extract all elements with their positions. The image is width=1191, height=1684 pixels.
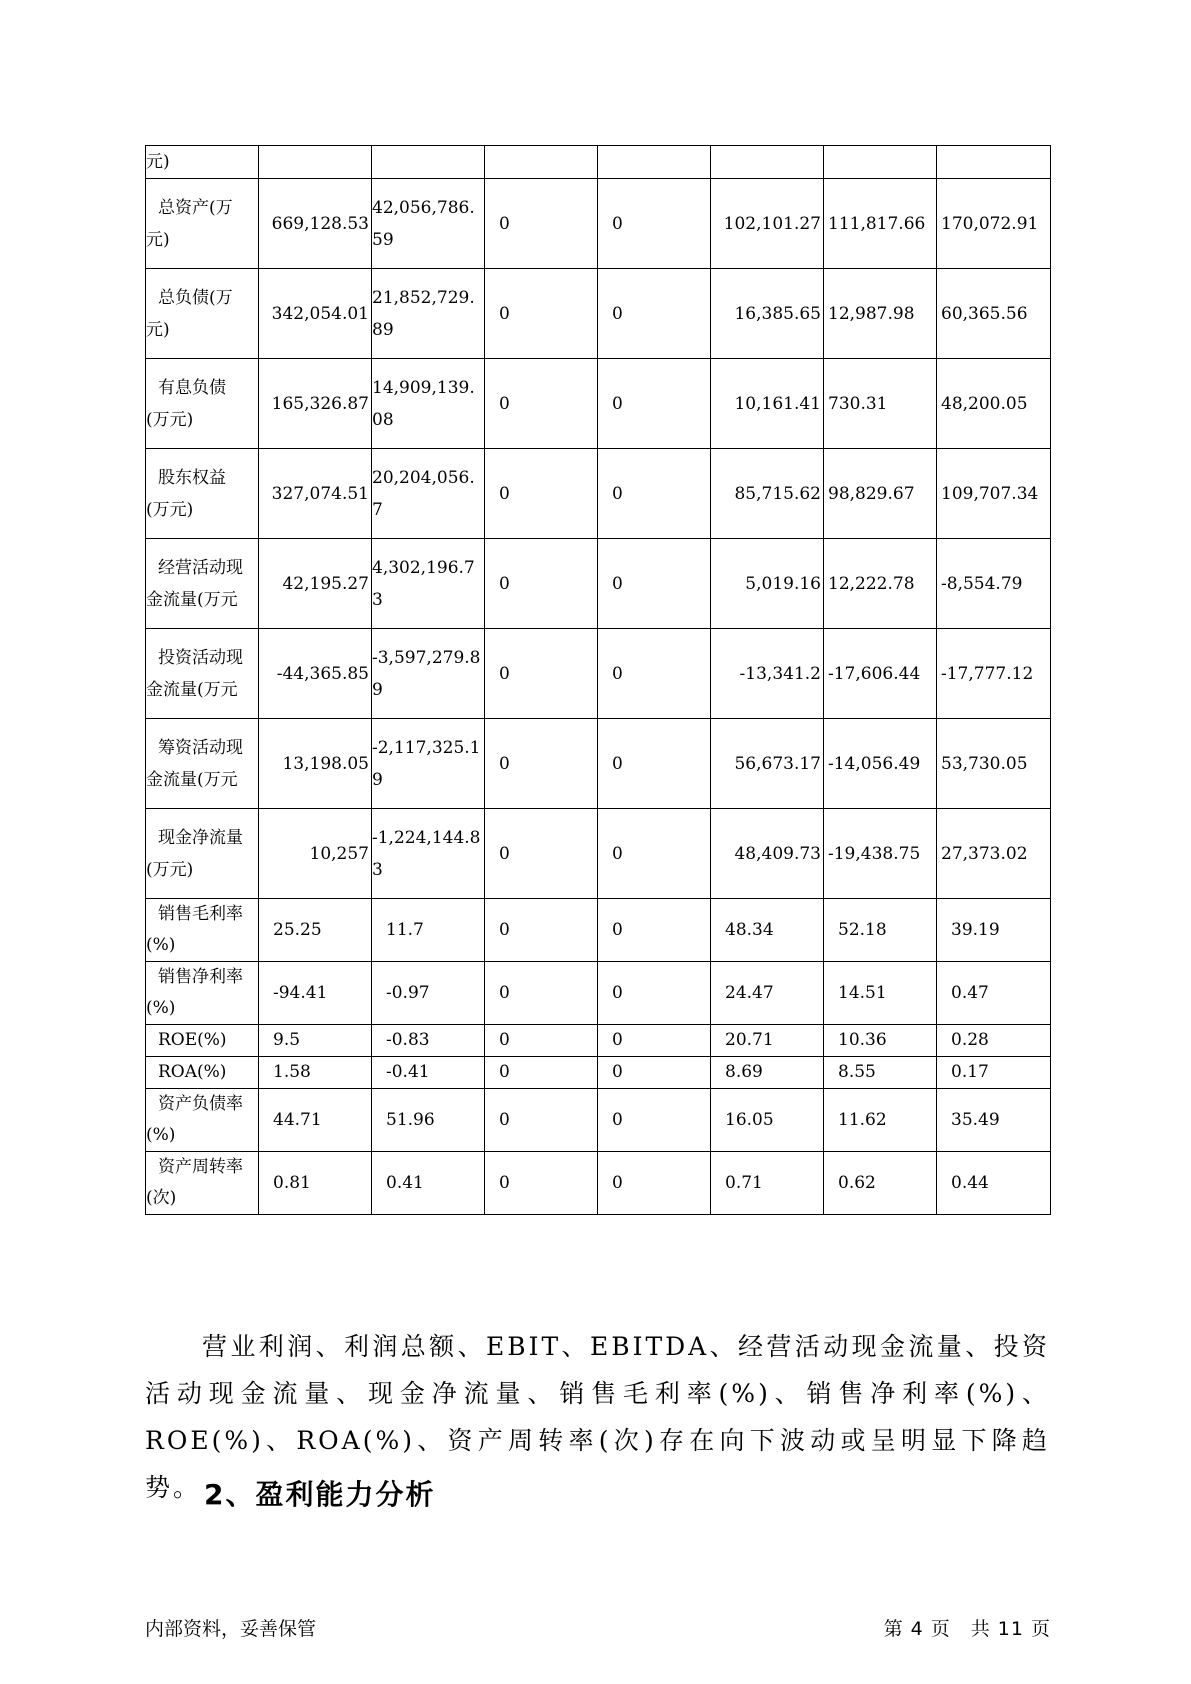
row-label-line: (万元) — [146, 499, 194, 520]
table-cell: 0 — [598, 962, 711, 1025]
row-label-line: 筹资活动现 — [158, 737, 243, 758]
table-cell: 0.28 — [937, 1025, 1051, 1057]
row-label — [146, 1089, 259, 1152]
table-cell: 342,054.01 — [259, 269, 372, 359]
table-cell: 98,829.67 — [824, 449, 937, 539]
row-label-line: (%) — [146, 935, 176, 955]
row-label-line: 总负债(万 — [158, 287, 233, 308]
table-cell: 0 — [598, 539, 711, 629]
table-cell: 0 — [598, 1089, 711, 1152]
financial-table — [145, 145, 1051, 1215]
footer-page-number: 第 4 页 共 11 页 — [883, 1618, 1051, 1640]
summary-paragraph: 营业利润、利润总额、EBIT、EBITDA、经营活动现金流量、投资活动现金流量、现金净流量、销售毛利率(%)、销售净利率(%)、ROE(%)、ROA(%)、资产周转率(次)存在向下波动或呈明显下降趋势。 — [145, 1332, 1050, 1502]
table-cell — [259, 146, 372, 179]
row-label — [146, 719, 259, 809]
table-cell: 60,365.56 — [937, 269, 1051, 359]
row-label-line: 金流量(万元 — [146, 589, 238, 610]
table-row — [146, 719, 1051, 809]
table-cell: 12,987.98 — [824, 269, 937, 359]
table-cell: 0 — [598, 359, 711, 449]
row-label — [146, 1057, 259, 1089]
row-label-line: (次) — [146, 1188, 177, 1208]
table-cell: 0.81 — [259, 1152, 372, 1215]
table-cell: 170,072.91 — [937, 179, 1051, 269]
table-row — [146, 629, 1051, 719]
table-cell: 0.17 — [937, 1057, 1051, 1089]
table-cell: 48,409.73 — [711, 809, 824, 899]
table-row — [146, 359, 1051, 449]
row-label-line: 经营活动现 — [158, 557, 243, 578]
table-cell: 0 — [598, 1057, 711, 1089]
table-cell: -19,438.75 — [824, 809, 937, 899]
row-label-line: 现金净流量 — [158, 827, 243, 848]
footer-confidential-note: 内部资料，妥善保管 — [145, 1618, 317, 1640]
table-cell: 0 — [485, 962, 598, 1025]
table-cell: 56,673.17 — [711, 719, 824, 809]
table-cell — [824, 146, 937, 179]
table-cell: 165,326.87 — [259, 359, 372, 449]
table-cell: 0.41 — [372, 1152, 485, 1215]
table-cell: -3,597,279.89 — [372, 629, 485, 719]
table-cell: 0 — [598, 269, 711, 359]
table-cell: -1,224,144.83 — [372, 809, 485, 899]
table-cell: -44,365.85 — [259, 629, 372, 719]
table-cell: 669,128.53 — [259, 179, 372, 269]
table-cell: 0 — [485, 899, 598, 962]
table-cell: 42,056,786.59 — [372, 179, 485, 269]
row-label — [146, 269, 259, 359]
table-cell: 8.69 — [711, 1057, 824, 1089]
row-label-line: (万元) — [146, 859, 194, 880]
table-row — [146, 449, 1051, 539]
table-cell: 0 — [485, 449, 598, 539]
row-label-text: 元) — [146, 152, 170, 172]
table-cell: 14,909,139.08 — [372, 359, 485, 449]
table-cell: 27,373.02 — [937, 809, 1051, 899]
table-cell: -17,606.44 — [824, 629, 937, 719]
table-cell: 102,101.27 — [711, 179, 824, 269]
row-label-line: 资产周转率 — [158, 1157, 243, 1177]
table-row — [146, 1089, 1051, 1152]
table-cell: 0 — [598, 179, 711, 269]
row-label — [146, 179, 259, 269]
row-label-line: 销售毛利率 — [158, 904, 243, 924]
table-body — [146, 146, 1051, 1215]
table-cell: 0 — [598, 899, 711, 962]
table-cell: 0 — [598, 1152, 711, 1215]
table-cell: 12,222.78 — [824, 539, 937, 629]
table-cell: 109,707.34 — [937, 449, 1051, 539]
table-row — [146, 1025, 1051, 1057]
row-label — [146, 539, 259, 629]
table-cell: -0.97 — [372, 962, 485, 1025]
table-cell: 11.62 — [824, 1089, 937, 1152]
section-heading: 2、盈利能力分析 — [204, 1478, 436, 1511]
table-row — [146, 1057, 1051, 1089]
row-label — [146, 962, 259, 1025]
row-label-line: 金流量(万元 — [146, 769, 238, 790]
row-label — [146, 809, 259, 899]
row-label-line: ROA(%) — [158, 1062, 227, 1082]
table-cell: 35.49 — [937, 1089, 1051, 1152]
table-cell: 39.19 — [937, 899, 1051, 962]
table-cell: 10,257 — [259, 809, 372, 899]
table-cell: -94.41 — [259, 962, 372, 1025]
table-cell: 52.18 — [824, 899, 937, 962]
table-cell: 10,161.41 — [711, 359, 824, 449]
row-label — [146, 1025, 259, 1057]
table-cell — [485, 146, 598, 179]
table-cell: 730.31 — [824, 359, 937, 449]
row-label — [146, 899, 259, 962]
row-label — [146, 629, 259, 719]
table-cell: -17,777.12 — [937, 629, 1051, 719]
table-cell: -14,056.49 — [824, 719, 937, 809]
table-cell: -2,117,325.19 — [372, 719, 485, 809]
table-cell: 51.96 — [372, 1089, 485, 1152]
table-cell: 0 — [485, 809, 598, 899]
table-row — [146, 269, 1051, 359]
row-label-line: 元) — [146, 229, 170, 250]
row-label-line: 投资活动现 — [158, 647, 243, 668]
table-cell: 0.71 — [711, 1152, 824, 1215]
table-cell: 10.36 — [824, 1025, 937, 1057]
table-cell: 11.7 — [372, 899, 485, 962]
table-cell: 44.71 — [259, 1089, 372, 1152]
row-label — [146, 359, 259, 449]
table-cell: 48.34 — [711, 899, 824, 962]
row-label-line: 总资产(万 — [158, 197, 233, 218]
table-cell: 0 — [485, 1152, 598, 1215]
table-cell: 111,817.66 — [824, 179, 937, 269]
row-label-line: 金流量(万元 — [146, 679, 238, 700]
table-row — [146, 1152, 1051, 1215]
row-label — [146, 146, 259, 179]
table-cell: -8,554.79 — [937, 539, 1051, 629]
table-row — [146, 179, 1051, 269]
row-label-line: 股东权益 — [158, 467, 226, 488]
table-cell: 0 — [485, 179, 598, 269]
table-cell: 85,715.62 — [711, 449, 824, 539]
table-cell: 8.55 — [824, 1057, 937, 1089]
table-cell: 0.47 — [937, 962, 1051, 1025]
row-label-line: (%) — [146, 1125, 176, 1145]
row-label-line: 有息负债 — [158, 377, 226, 398]
table-cell: 24.47 — [711, 962, 824, 1025]
table-cell: 20.71 — [711, 1025, 824, 1057]
table-row — [146, 899, 1051, 962]
row-label — [146, 1152, 259, 1215]
table-cell — [598, 146, 711, 179]
table-cell: 0 — [485, 359, 598, 449]
table-cell: 42,195.27 — [259, 539, 372, 629]
table-row — [146, 962, 1051, 1025]
row-label-line: 资产负债率 — [158, 1094, 243, 1114]
table-cell: 13,198.05 — [259, 719, 372, 809]
row-label-line: (万元) — [146, 409, 194, 430]
table-row-continued — [146, 146, 1051, 179]
table-cell: 0 — [485, 719, 598, 809]
table-cell: 48,200.05 — [937, 359, 1051, 449]
table-cell — [372, 146, 485, 179]
table-cell: 0 — [485, 539, 598, 629]
table-cell: 0 — [598, 449, 711, 539]
table-cell: 9.5 — [259, 1025, 372, 1057]
table-cell: 4,302,196.73 — [372, 539, 485, 629]
table-cell: 16,385.65 — [711, 269, 824, 359]
table-cell: 0 — [598, 629, 711, 719]
table-cell: -0.83 — [372, 1025, 485, 1057]
row-label — [146, 449, 259, 539]
table-row — [146, 809, 1051, 899]
row-label-line: ROE(%) — [158, 1030, 227, 1050]
table-cell — [711, 146, 824, 179]
table-cell: 0.62 — [824, 1152, 937, 1215]
table-cell: 0.44 — [937, 1152, 1051, 1215]
table-cell: 21,852,729.89 — [372, 269, 485, 359]
table-cell: 5,019.16 — [711, 539, 824, 629]
table-cell: 0 — [485, 1089, 598, 1152]
table-cell: 327,074.51 — [259, 449, 372, 539]
table-cell: 20,204,056.7 — [372, 449, 485, 539]
table-cell: 0 — [485, 1057, 598, 1089]
table-cell: 0 — [485, 269, 598, 359]
table-cell: 0 — [485, 629, 598, 719]
table-cell: 0 — [598, 809, 711, 899]
row-label-line: 销售净利率 — [158, 967, 243, 987]
row-label-line: (%) — [146, 998, 176, 1018]
table-cell: -13,341.2 — [711, 629, 824, 719]
table-cell: 0 — [598, 1025, 711, 1057]
table-cell: 53,730.05 — [937, 719, 1051, 809]
table-cell: 25.25 — [259, 899, 372, 962]
table-cell: 16.05 — [711, 1089, 824, 1152]
table-cell — [937, 146, 1051, 179]
table-cell: 0 — [598, 719, 711, 809]
table-cell: 1.58 — [259, 1057, 372, 1089]
table-cell: -0.41 — [372, 1057, 485, 1089]
row-label-line: 元) — [146, 319, 170, 340]
table-row — [146, 539, 1051, 629]
table-cell: 14.51 — [824, 962, 937, 1025]
table-cell: 0 — [485, 1025, 598, 1057]
